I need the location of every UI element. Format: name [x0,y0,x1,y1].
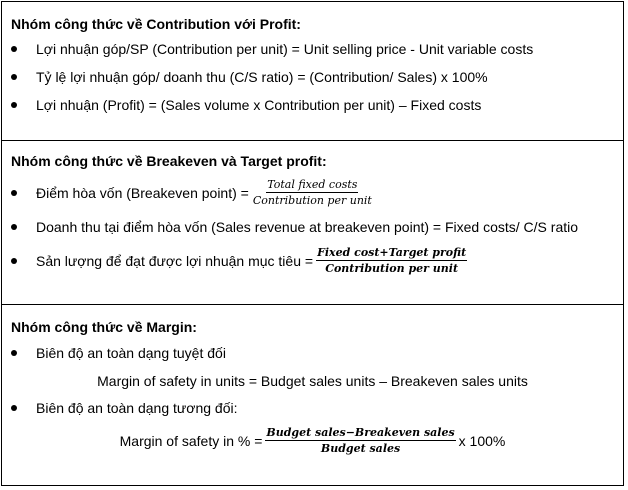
profit-formula: Lợi nhuận (Profit) = (Sales volume x Contribution per unit) – Fixed costs [36,97,482,113]
bullet-icon [11,224,17,230]
list-item [11,345,226,361]
absolute-margin-label: Biên độ an toàn dạng tuyệt đối [36,345,226,361]
list-item [11,246,470,275]
margin-section-heading: Nhóm công thức về Margin: [11,319,197,335]
list-item [11,69,488,85]
relative-margin-right: x 100% [458,432,506,449]
profit-section-heading: Nhóm công thức về Contribution với Profit: [11,16,301,32]
bullet-icon [11,258,17,264]
breakeven-point-label: Điểm hòa vốn (Breakeven point) = [36,184,249,201]
list-item [11,97,481,113]
fraction-denominator: Contribution per unit [325,262,459,275]
fraction-numerator: Total fixed costs [267,178,358,191]
relative-margin-left: Margin of safety in % = [119,432,263,449]
absolute-margin-formula: Margin of safety in units = Budget sales units – Breakeven sales units [97,373,528,389]
fraction-numerator: Fixed cost+Target profit [317,246,467,259]
breakeven-point-fraction [252,178,373,207]
fraction-numerator: Budget sales−Breakeven sales [266,426,455,439]
bullet-icon [11,46,17,52]
fraction-denominator: Budget sales [320,442,401,455]
cs-ratio-formula: Tỷ lệ lợi nhuận góp/ doanh thu (C/S ratio) = (Contribution/ Sales) x 100% [36,69,488,85]
target-volume-label: Sản lượng để đạt được lợi nhuận mục tiêu = [36,252,314,269]
list-item [11,178,376,207]
list-item [11,219,578,235]
relative-margin-fraction [265,426,455,455]
bullet-icon [11,74,17,80]
contribution-per-unit-formula: Lợi nhuận góp/SP (Contribution per unit) = Unit selling price - Unit variable costs [36,41,534,57]
list-item [11,41,533,57]
bullet-icon [11,190,17,196]
formula-table [1,1,624,486]
relative-margin-formula [2,426,623,455]
target-volume-fraction [316,246,467,275]
fraction-denominator: Contribution per unit [252,194,372,207]
bullet-icon [11,350,17,356]
breakeven-section-heading: Nhóm công thức về Breakeven và Target profit: [11,153,327,169]
bullet-icon [11,405,17,411]
breakeven-revenue-formula: Doanh thu tại điểm hòa vốn (Sales revenue at breakeven point) = Fixed costs/ C/S ratio [36,219,579,235]
breakeven-section [2,141,623,305]
relative-margin-label: Biên độ an toàn dạng tương đối: [36,400,238,416]
margin-section [2,305,623,485]
bullet-icon [11,102,17,108]
list-item [11,400,237,416]
profit-section [2,2,623,141]
